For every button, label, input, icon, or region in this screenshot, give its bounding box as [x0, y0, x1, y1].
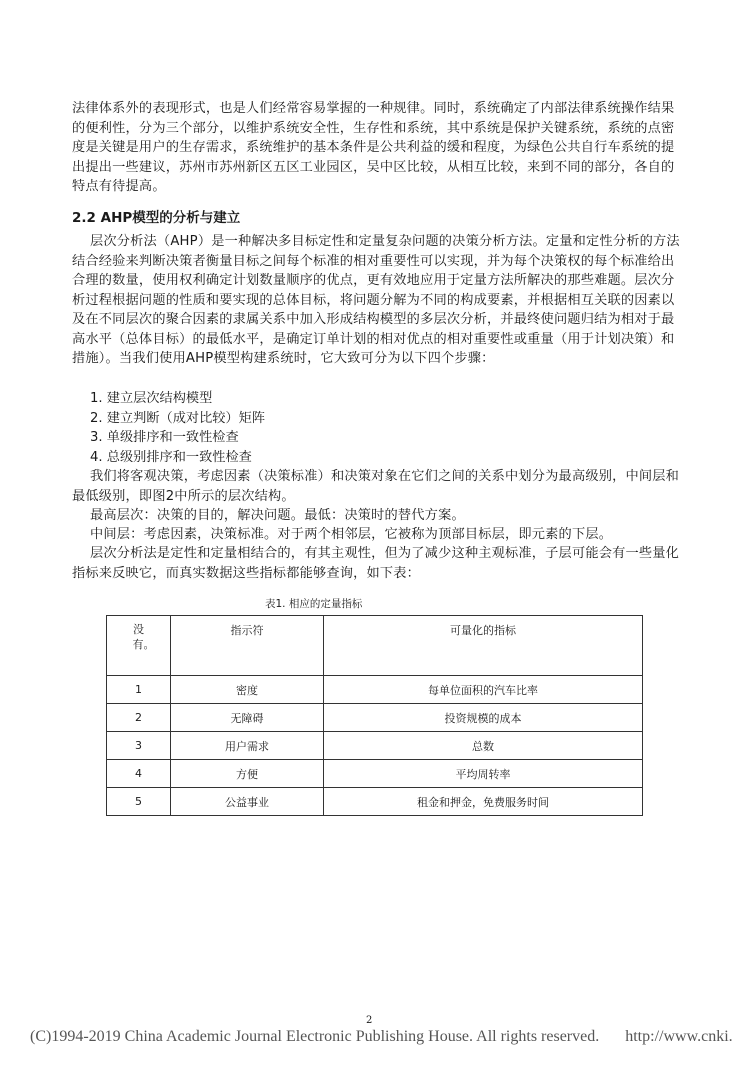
table-row	[107, 732, 643, 760]
table-cell: 方便	[171, 760, 324, 788]
table-cell: 3	[107, 732, 171, 760]
table-cell: 平均周转率	[324, 760, 643, 788]
ahp-paragraph: 层次分析法（AHP）是一种解决多目标定性和定量复杂问题的决策分析方法。定量和定性分析的方法结合经验来判断决策者衡量目标之间每个标准的相对重要性可以实现，并为每个决策权的每个标准给出合理的数量，使用权利确定计划数量顺序的优点，更有效地应用于定量方法所解决的那些难题。层次分析过程根据问题的性质和要实现的总体目标，将问题分解为不同的构成要素，并根据相互关联的因素以及在不同层次的聚合因素的隶属关系中加入形成结构模型的多层次分析，并最终使问题归结为相对于最高水平（总体目标）的最低水平，是确定订单计划的相对优点的相对重要性或重量（用于计划决策）和措施）。当我们使用AHP模型构建系统时，它大致可分为以下四个步骤：	[72, 234, 680, 366]
middle-level-paragraph: 中间层：考虑因素，决策标准。对于两个相邻层，它被称为顶部目标层，即元素的下层。	[90, 527, 613, 542]
indicator-table	[106, 615, 643, 816]
table-cell: 租金和押金，免费服务时间	[324, 788, 643, 816]
table-cell: 5	[107, 788, 171, 816]
table-cell: 公益事业	[171, 788, 324, 816]
table-cell: 每单位面积的汽车比率	[324, 676, 643, 704]
intro-paragraph: 法律体系外的表现形式，也是人们经常容易掌握的一种规律。同时，系统确定了内部法律系统操作结果的便利性，分为三个部分，以维护系统安全性，生存性和系统，其中系统是保护关键系统，系统的点密度是关键是用户的生存需求，系统维护的基本条件是公共利益的缓和程度，为绿色公共自行车系统的提出提出一些建议，苏州市苏州新区五区工业园区，吴中区比较，从相互比较，来到不同的部分，各自的特点有待提高。	[72, 101, 675, 194]
table-caption: 表1. 相应的定量指标	[265, 598, 363, 610]
levels-paragraph: 我们将客观决策，考虑因素（决策标准）和决策对象在它们之间的关系中划分为最高级别，中间层和最低级别，即图2中所示的层次结构。	[72, 469, 680, 504]
quantitative-paragraph: 层次分析法是定性和定量相结合的，有其主观性，但为了减少这种主观标准，子层可能会有一些量化指标来反映它，而真实数据这些指标都能够查询，如下表：	[72, 546, 680, 581]
copyright-footer	[30, 1028, 749, 1046]
table-cell: 2	[107, 704, 171, 732]
section-heading: 2.2 AHP模型的分析与建立	[72, 210, 241, 226]
top-level-paragraph: 最高层次：决策的目的，解决问题。最低：决策时的替代方案。	[90, 508, 465, 523]
table-cell: 投资规模的成本	[324, 704, 643, 732]
copyright-text: (C)1994-2019 China Academic Journal Electronic Publishing House. All rights reserved.	[30, 1028, 600, 1045]
footer-url[interactable]: http://www.cnki.	[625, 1028, 733, 1045]
table-cell: 用户需求	[171, 732, 324, 760]
table-cell: 密度	[171, 676, 324, 704]
table-cell: 无障碍	[171, 704, 324, 732]
table-cell: 总数	[324, 732, 643, 760]
page-number: 2	[366, 1015, 373, 1026]
list-item: 2. 建立判断（成对比较）矩阵	[90, 410, 266, 426]
table-row	[107, 704, 643, 732]
table-header-row	[107, 616, 643, 676]
steps-list	[90, 389, 265, 467]
list-item: 1. 建立层次结构模型	[90, 391, 213, 406]
table-row	[107, 676, 643, 704]
header-cell-indicator: 指示符	[171, 616, 324, 676]
list-item: 4. 总级别排序和一致性检查	[90, 449, 252, 465]
table-cell: 1	[107, 676, 171, 704]
list-item: 3. 单级排序和一致性检查	[90, 430, 239, 445]
table-row	[107, 788, 643, 816]
header-cell-no: 没有。	[107, 616, 171, 676]
header-cell-quantifiable: 可量化的指标	[324, 616, 643, 676]
table-row	[107, 760, 643, 788]
table-cell: 4	[107, 760, 171, 788]
